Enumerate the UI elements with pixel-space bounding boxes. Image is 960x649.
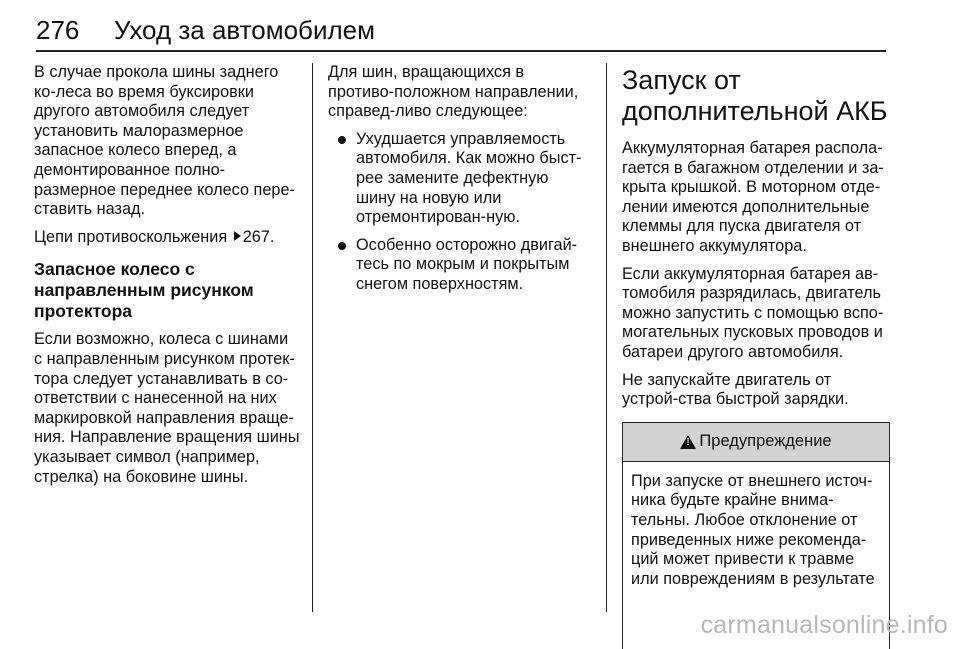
paragraph-ref [34, 228, 300, 248]
paragraph: Если возможно, колеса с шинами с направленным рисунком протек-тора следует устанавливать в со-ответствии с нанесенной на них маркировкой направления враще-ния. Направление вращения шины указывает символ (например, стрелка) на боковине шины. [34, 330, 300, 486]
page-number: 276 [36, 15, 80, 45]
bullet-icon [338, 136, 346, 144]
chapter-title: Уход за автомобилем [114, 15, 375, 45]
list-item: Ухудшается управляемость автомобиля. Как можно быст-рее замените дефектную шину на новую или отремонтирован-ную. [328, 130, 592, 228]
page-ref-icon [234, 231, 241, 241]
column-middle [328, 63, 592, 303]
list-item: Особенно осторожно двигай-тесь по мокрым и покрытым снегом поверхностям. [328, 236, 592, 295]
warning-body: При запуске от внешнего источ-ника будьте крайне внима-тельны. Любое отклонение от приведенных ниже рекоменда-ций может привести к травме или повреждениям в результате [631, 471, 875, 588]
bullet-icon [338, 242, 346, 250]
paragraph: В случае прокола шины заднего ко-леса во время буксировки другого автомобиля следует установить малоразмерное запасное колесо вперед, а демонтированное полно-размерное переднее колесо пере-ставить назад. [34, 63, 295, 219]
ref-text: Цепи противоскольжения [34, 227, 228, 246]
paragraph: Если аккумуляторная батарея ав-томобиля разрядилась, двигатель можно запустить с помощью вспо-могательных пусковых проводов и батареи другого автомобиля. [622, 264, 884, 361]
ref-page-link[interactable]: 267. [242, 227, 275, 246]
column-divider-2 [606, 63, 607, 612]
paragraph: Не запускайте двигатель от устрой-ства быстрой зарядки. [622, 370, 849, 409]
warning-title: Предупреждение [699, 431, 832, 450]
watermark: carmanualsonline.info [700, 611, 948, 639]
header-rule [36, 50, 886, 52]
paragraph: Для шин, вращающихся в противо-положном направлении, справед-ливо следующее: [328, 63, 579, 121]
bullet-list [328, 130, 592, 295]
subheading: Запасное колесо с направленным рисунком протектора [34, 259, 254, 322]
column-right [622, 63, 890, 649]
section-heading: Запуск от дополнительной АКБ [622, 65, 888, 126]
warning-triangle-icon [680, 435, 696, 449]
column-left [34, 63, 300, 495]
column-divider-1 [312, 63, 313, 612]
page-header [36, 10, 886, 50]
warning-header [623, 423, 889, 462]
paragraph: Аккумуляторная батарея распола-гается в багажном отделении и за-крыта крышкой. В моторном отде-лении имеются дополнительные клеммы для пуска двигателя от внешнего аккумулятора. [622, 139, 884, 255]
